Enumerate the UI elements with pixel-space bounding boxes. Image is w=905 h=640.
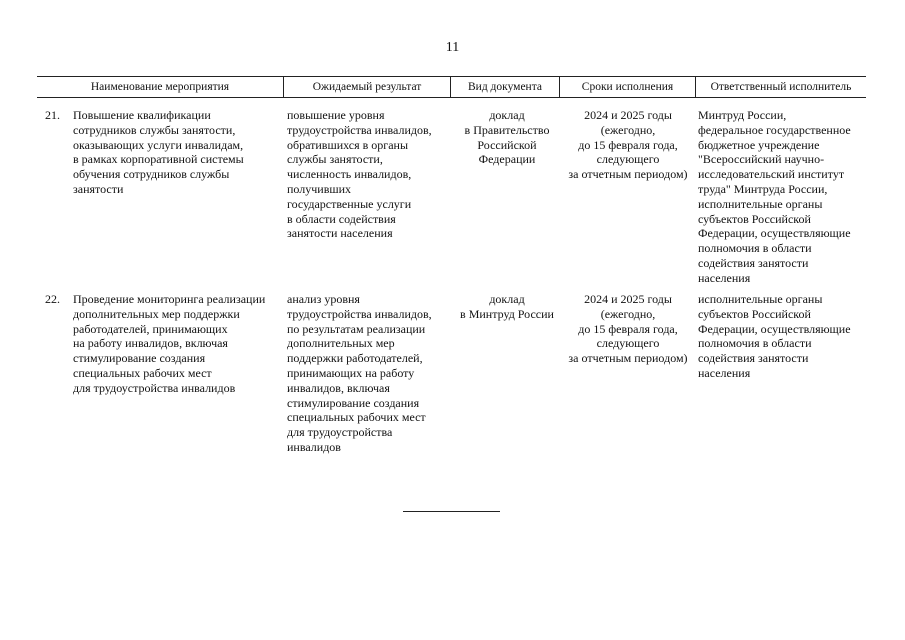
expected-result: анализ уровня трудоустройства инвалидов, по результатам реализации дополнительных мер поддержки работодателей, принимающих на работу инвалидов, включая стимулирование создания специальных рабочих мест для трудоустройства инвалидов [287,292,432,454]
document-type: доклад в Правительство Российской Федерации [464,108,550,167]
header-event-name: Наименование мероприятия [90,81,230,93]
page-number: 11 [445,40,460,55]
responsible-executor: исполнительные органы субъектов Российской Федерации, осуществляющие полномочия в области содействия занятости населения [698,292,851,380]
event-name: Повышение квалификации сотрудников службы занятости, оказывающих услуги инвалидам, в рамках корпоративной системы обучения сотрудников службы занятости [73,108,244,196]
end-rule [403,511,500,512]
header-expected-result: Ожидаемый результат [283,77,450,97]
row-number: 21. [45,108,60,122]
responsible-executor: Минтруд России, федеральное государственное бюджетное учреждение "Всероссийский научно- исследовательский институт труда" Минтруда России, исполнительные органы субъектов Российской Федерации, осуществляющие полномочия в области содействия занятости населения [698,108,851,285]
row-number: 22. [45,292,60,306]
deadline: 2024 и 2025 годы (ежегодно, до 15 февраля года, следующего за отчетным периодом) [568,108,688,182]
document-type: доклад в Минтруд России [460,292,554,321]
header-deadlines: Сроки исполнения [559,77,695,97]
header-responsible: Ответственный исполнитель [695,77,866,97]
deadline: 2024 и 2025 годы (ежегодно, до 15 февраля года, следующего за отчетным периодом) [568,292,688,366]
table-header [37,76,866,98]
event-name: Проведение мониторинга реализации дополнительных мер поддержки работодателей, принимающих на работу инвалидов, включая стимулирование создания специальных рабочих мест для трудоустройства инвалидов [73,292,266,395]
header-document-type: Вид документа [450,77,559,97]
expected-result: повышение уровня трудоустройства инвалидов, обратившихся в органы службы занятости, численность инвалидов, получивших государственные услуги в области содействия занятости населения [287,108,432,241]
